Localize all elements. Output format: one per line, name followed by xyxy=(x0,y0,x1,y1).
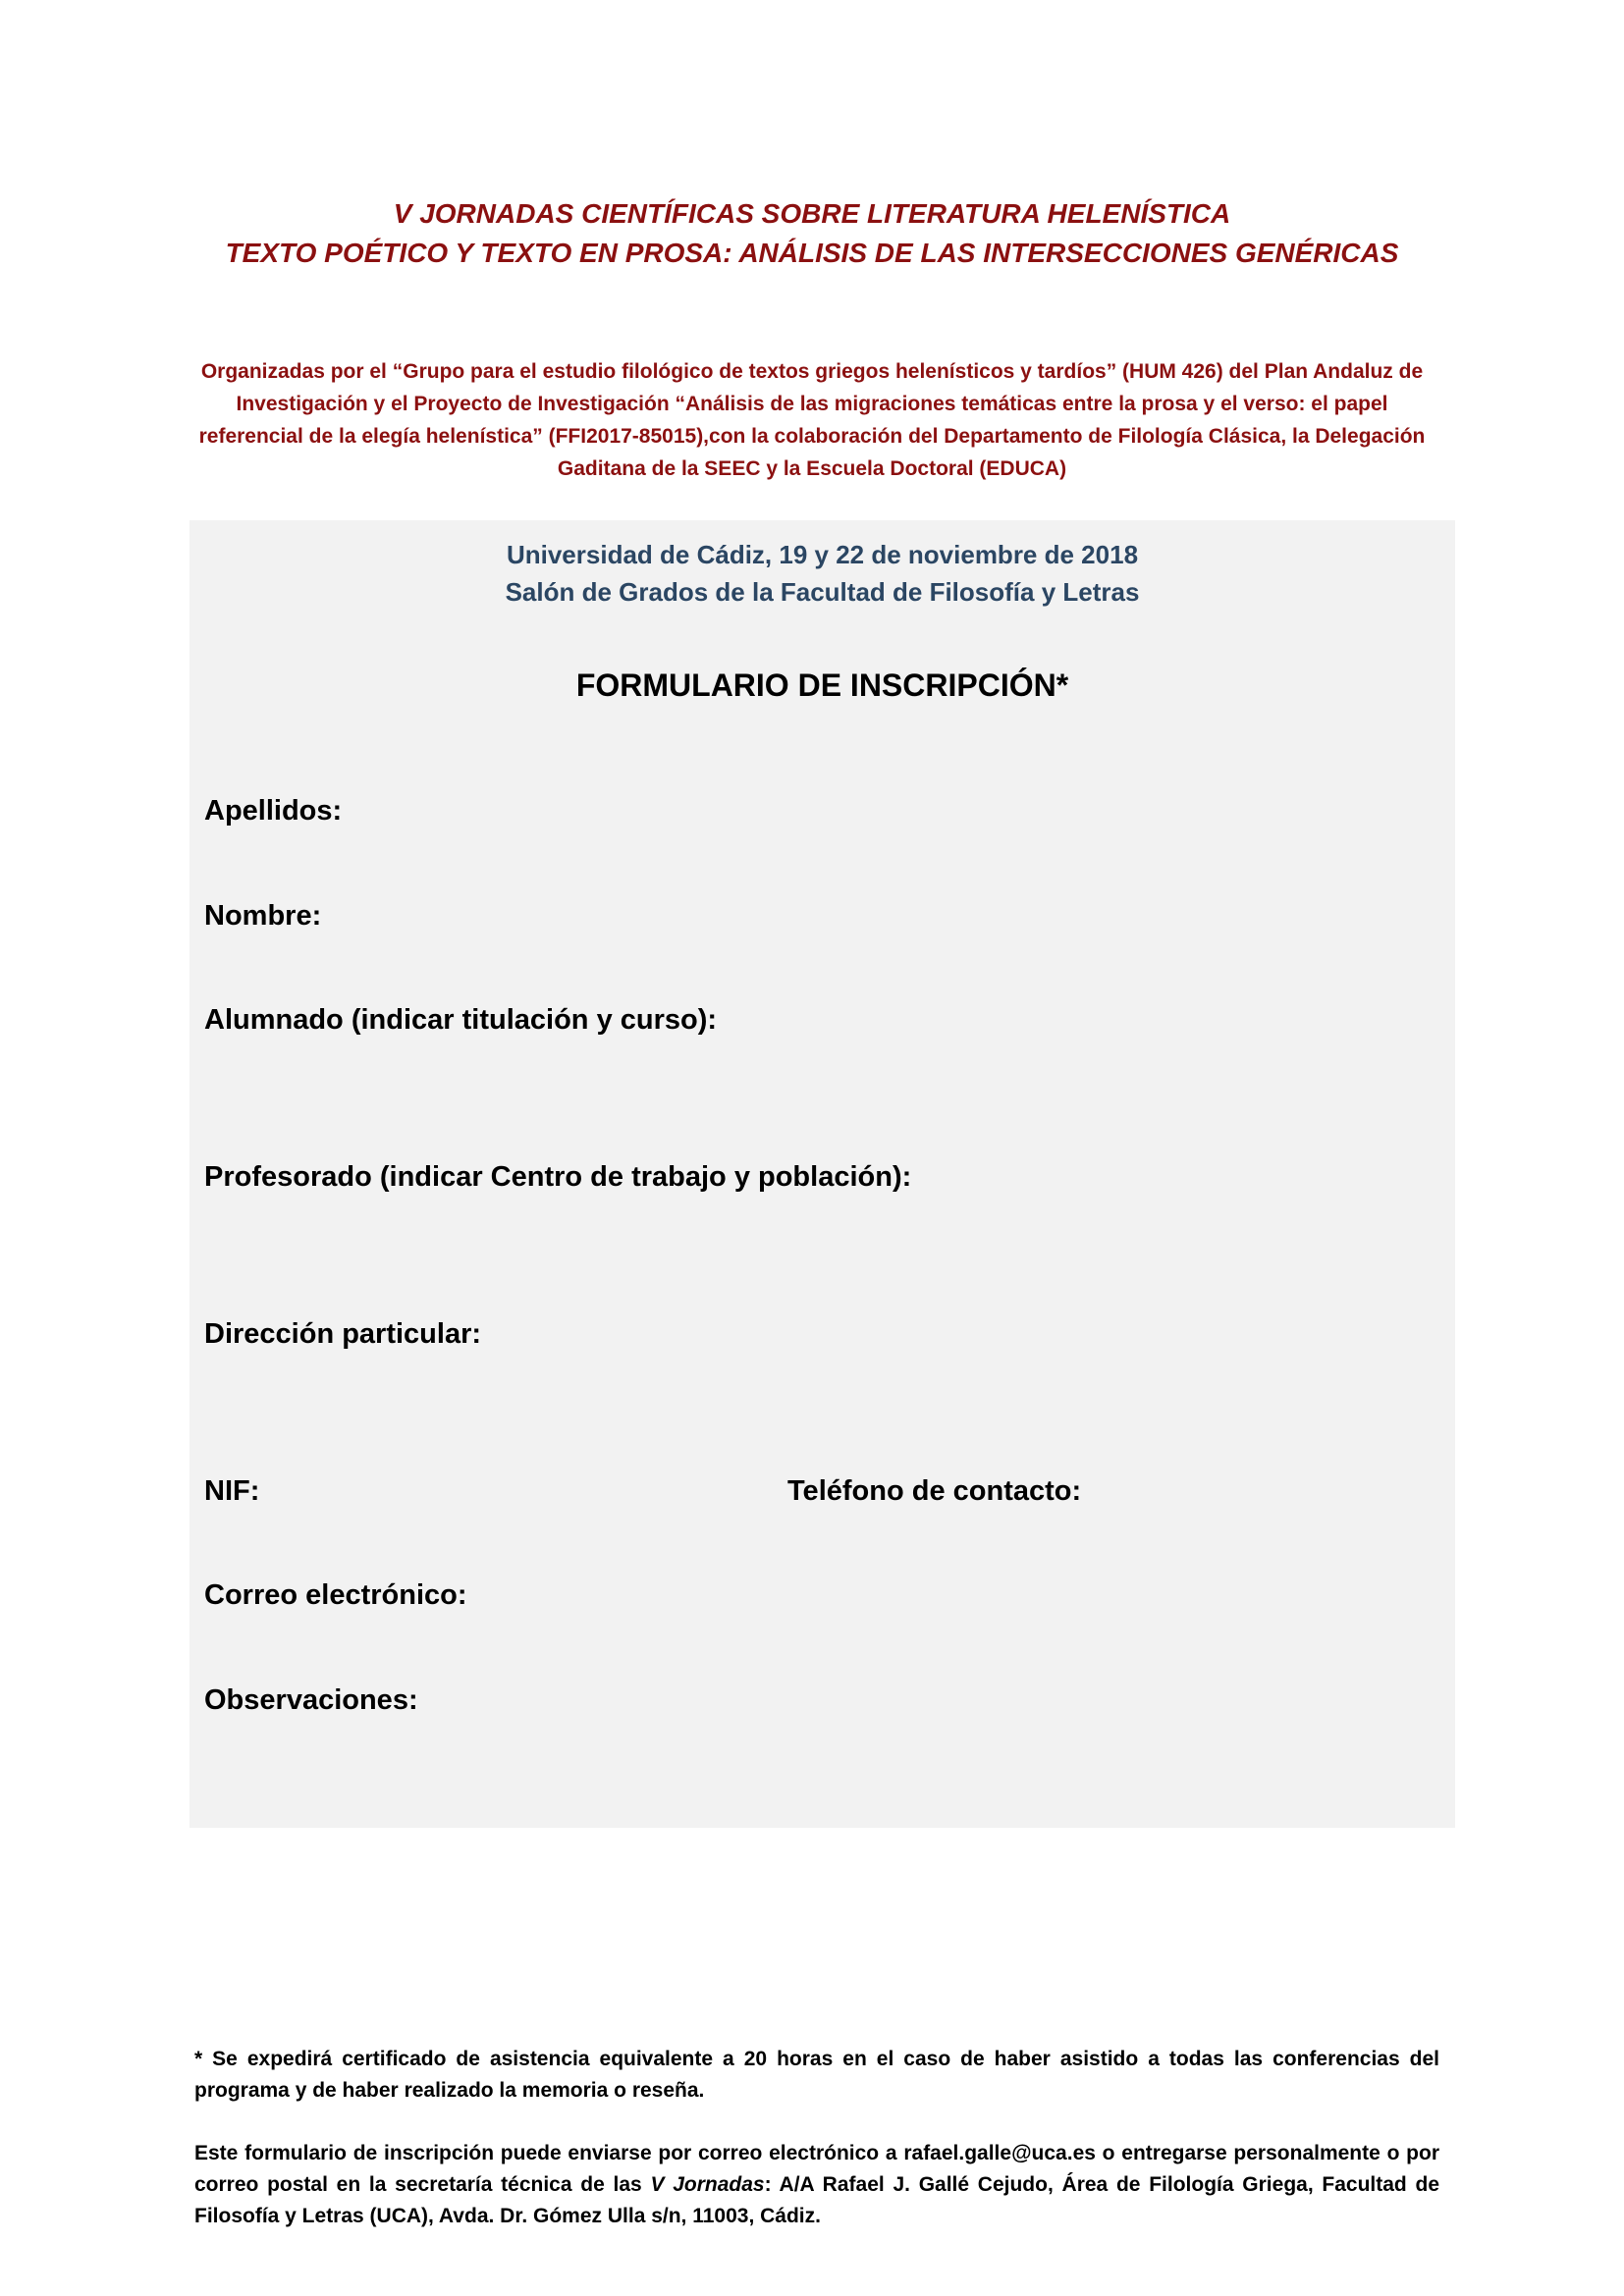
field-direccion[interactable]: Dirección particular: xyxy=(204,1318,482,1350)
field-nombre[interactable]: Nombre: xyxy=(204,900,322,932)
title-line-1: V JORNADAS CIENTÍFICAS SOBRE LITERATURA HELENÍSTICA xyxy=(393,198,1231,229)
title-line-2: TEXTO POÉTICO Y TEXTO EN PROSA: ANÁLISIS DE LAS INTERSECCIONES GENÉRICAS xyxy=(225,238,1399,268)
organizers-paragraph: Organizadas por el “Grupo para el estudio filológico de textos griegos helenísticos y tardíos” (HUM 426) del Plan Andaluz de Investigación y el Proyecto de Investigación “Análisis de las migraciones temáticas entre la prosa y el verso: el papel referencial de la elegía helenística” (FFI2017-85015),con la colaboración del Departamento de Filología Clásica, la Delegación Gaditana de la SEEC y la Escuela Doctoral (EDUCA) xyxy=(198,360,1426,480)
field-correo[interactable]: Correo electrónico: xyxy=(204,1579,467,1611)
submission-jornadas: V Jornadas xyxy=(650,2173,765,2196)
submission-text-1: Este formulario de inscripción puede enviarse por correo electrónico a rafael.galle@uca.es o entregarse personalmente o por correo postal en la secretaría técnica de las xyxy=(194,2142,1439,2196)
certificate-note: * Se expedirá certificado de asistencia equivalente a 20 horas en el caso de haber asistido a todas las conferencias del programa y de haber realizado la memoria o reseña. xyxy=(194,2048,1439,2102)
venue-info xyxy=(189,520,1455,611)
field-apellidos[interactable]: Apellidos: xyxy=(204,795,343,827)
submission-text-2: : A/A Rafael J. Gallé Cejudo, Área de Filología Griega, Facultad de Filosofía y Letras (UCA), Avda. Dr. Gómez Ulla s/n, 11003, Cádiz. xyxy=(194,2173,1439,2227)
venue-location: Salón de Grados de la Facultad de Filosofía y Letras xyxy=(505,577,1140,607)
venue-date: Universidad de Cádiz, 19 y 22 de noviembre de 2018 xyxy=(506,540,1139,569)
registration-form-panel xyxy=(189,520,1455,1828)
form-title: FORMULARIO DE INSCRIPCIÓN* xyxy=(575,667,1069,703)
field-observaciones[interactable]: Observaciones: xyxy=(204,1684,418,1716)
field-alumnado[interactable]: Alumnado (indicar titulación y curso): xyxy=(204,1004,718,1036)
field-telefono[interactable]: Teléfono de contacto: xyxy=(787,1475,1082,1507)
submission-instructions xyxy=(194,2138,1439,2232)
page-title xyxy=(0,194,1624,273)
field-nif[interactable]: NIF: xyxy=(204,1475,260,1507)
field-profesorado[interactable]: Profesorado (indicar Centro de trabajo y población): xyxy=(204,1161,912,1193)
